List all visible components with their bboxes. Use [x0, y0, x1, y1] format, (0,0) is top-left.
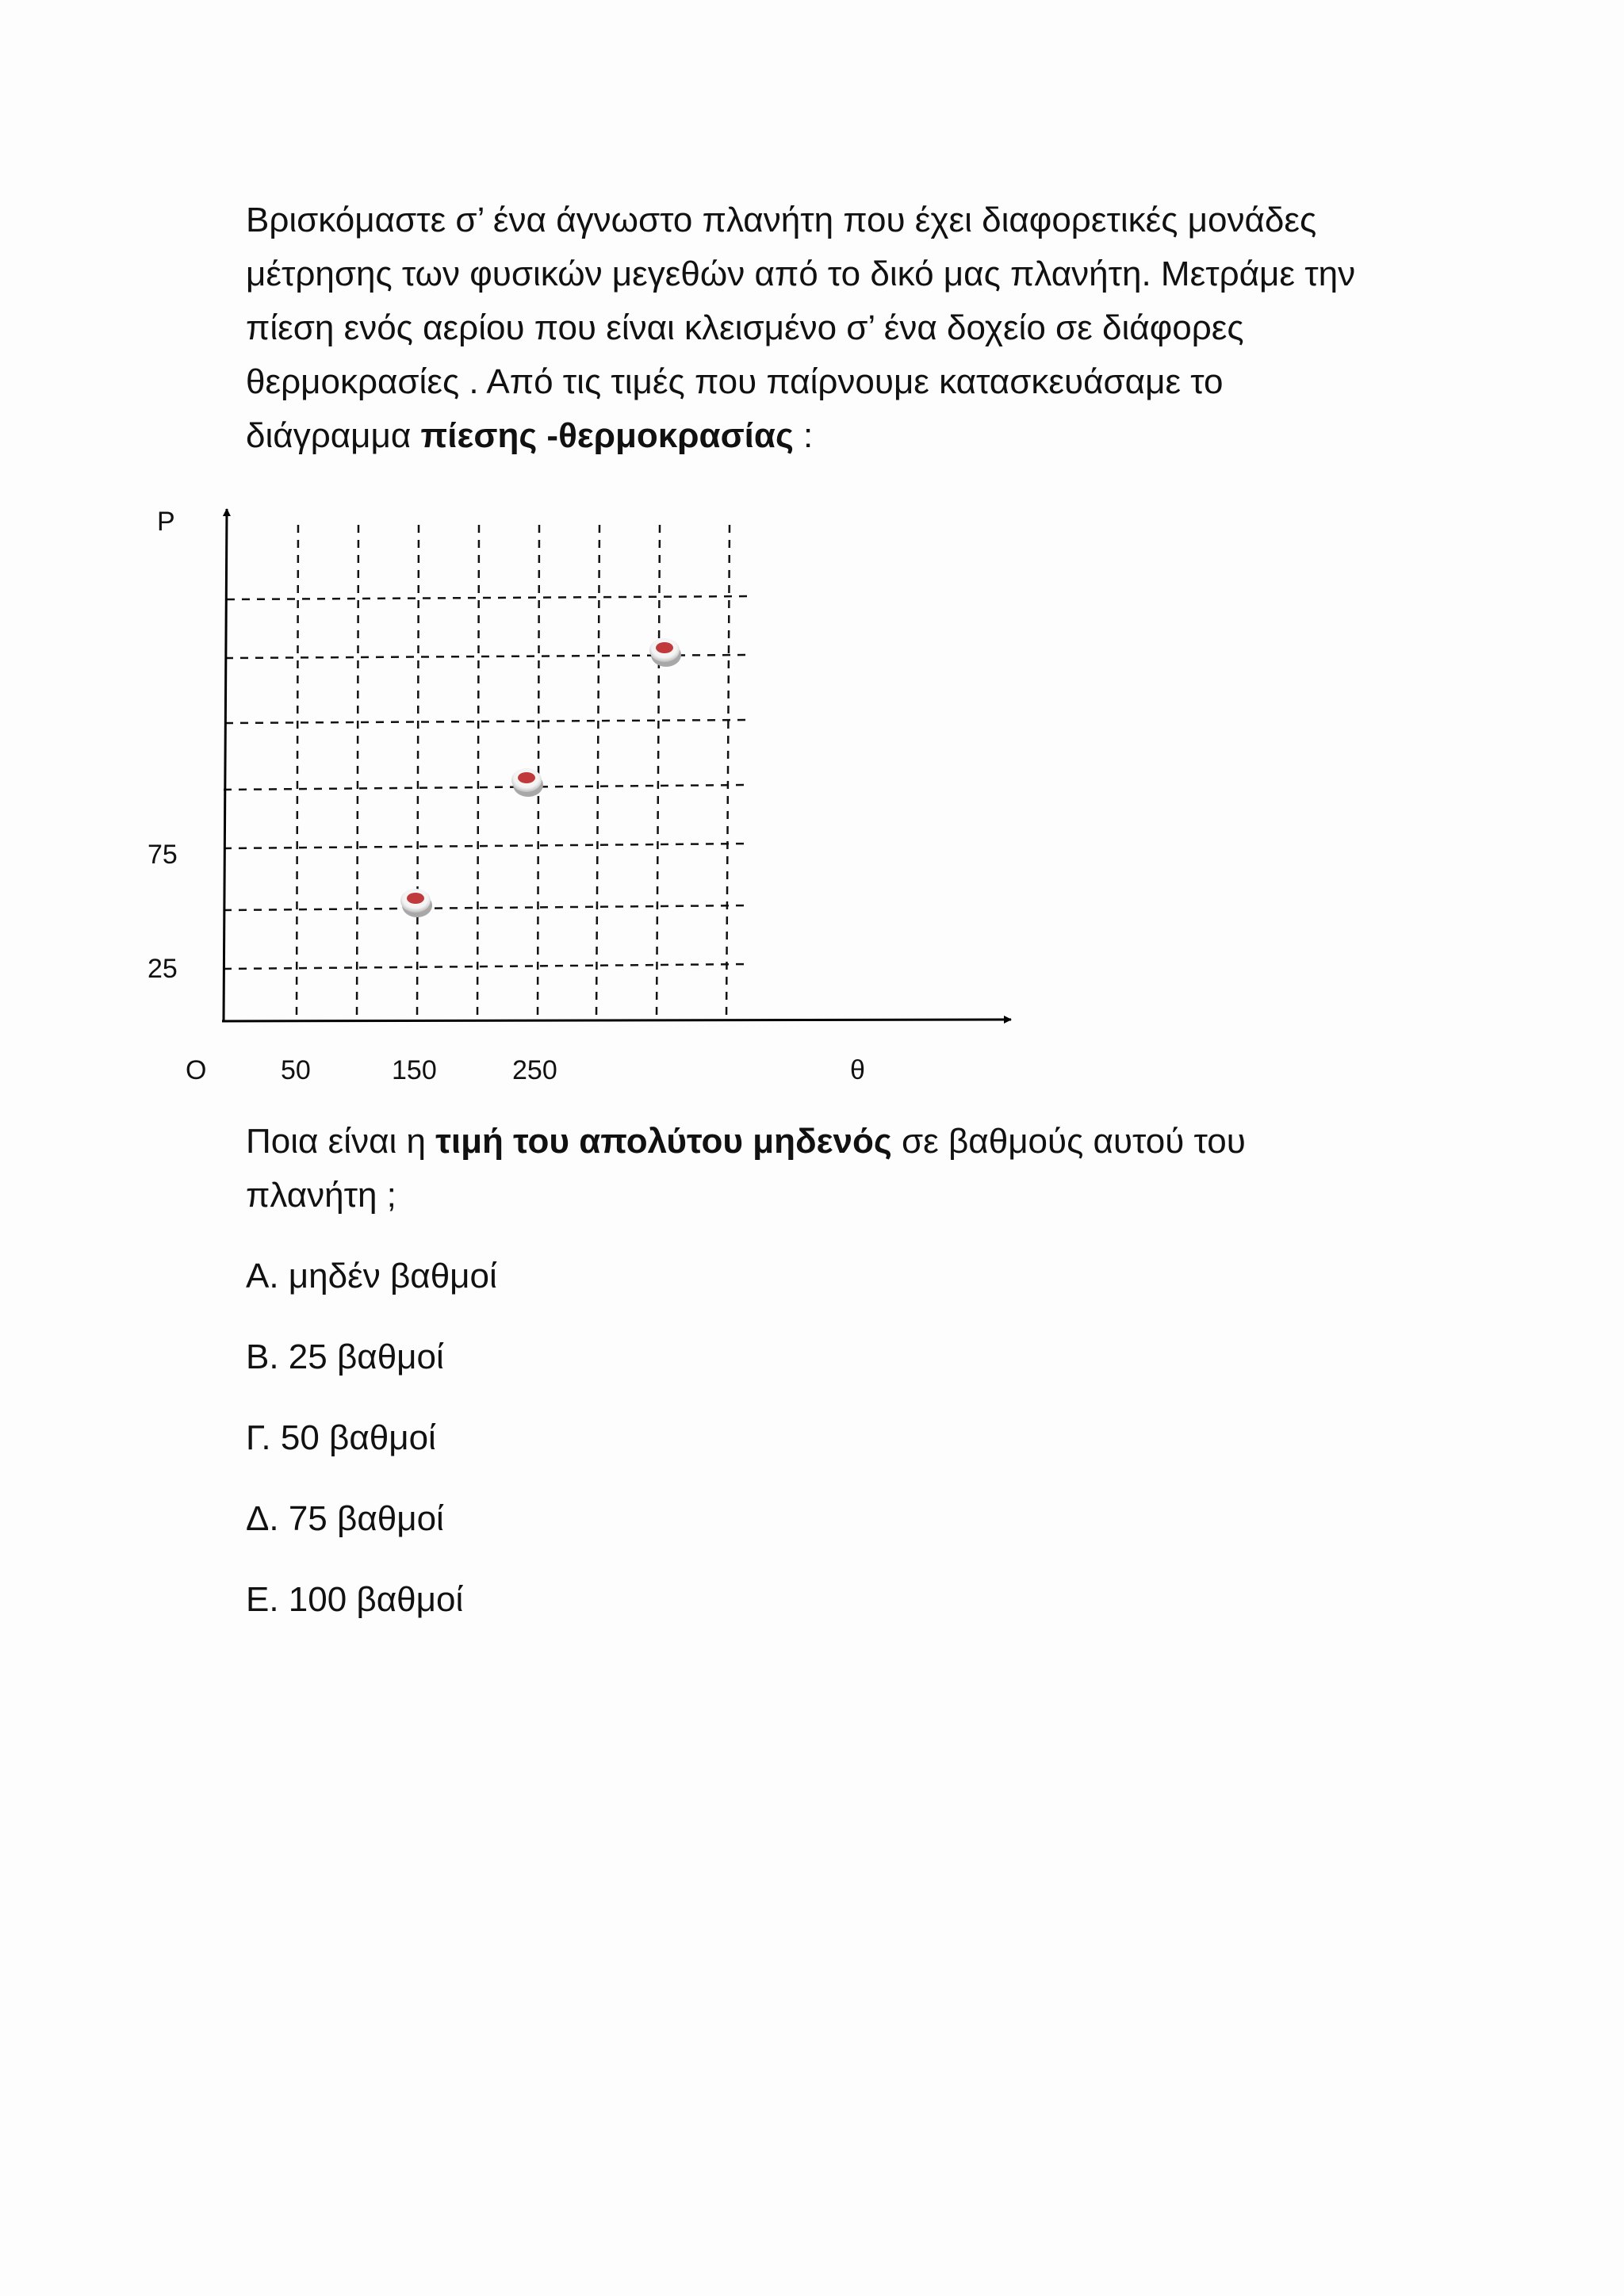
data-point-marker: [407, 893, 424, 904]
grid-line-horizontal: [227, 596, 753, 599]
data-point-marker: [656, 642, 673, 653]
grid-line-horizontal: [224, 785, 749, 790]
axes: [222, 509, 1011, 1021]
intro-line: Βρισκόμαστε σ’ ένα άγνωστο πλανήτη που έχει διαφορετικές μονάδες: [246, 201, 1317, 239]
grid-line-vertical: [596, 525, 599, 1020]
grid-line-horizontal: [225, 720, 749, 723]
question-line: πλανήτη ;: [246, 1176, 396, 1215]
option-e: Ε. 100 βαθμοί: [246, 1580, 464, 1619]
x-axis: [222, 1020, 1011, 1021]
grid-line-vertical: [538, 525, 539, 1020]
grid-line-vertical: [417, 525, 419, 1020]
y-axis-label: P: [157, 507, 175, 537]
grid-line-vertical: [297, 525, 298, 1020]
data-point: [400, 889, 432, 917]
intro-line: μέτρησης των φυσικών μεγεθών από το δικό μας πλανήτη. Μετράμε την: [246, 254, 1356, 293]
data-points: [400, 638, 681, 917]
grid-line-vertical: [477, 525, 479, 1020]
intro-text: :: [793, 416, 814, 455]
grid-line-vertical: [657, 525, 660, 1020]
option-d: Δ. 75 βαθμοί: [246, 1499, 444, 1538]
y-axis: [224, 509, 227, 1021]
grid-line-horizontal: [224, 964, 750, 969]
y-tick-label: 75: [147, 840, 178, 870]
question-bold-text: τιμή του απολύτου μηδενός: [435, 1122, 892, 1161]
grid: [224, 525, 753, 1020]
data-point-marker: [518, 772, 535, 783]
pressure-temperature-chart: [0, 0, 1624, 1110]
question-paragraph: [246, 1115, 1356, 1223]
y-tick-label: 25: [147, 954, 178, 984]
option-c: Γ. 50 βαθμοί: [246, 1418, 436, 1457]
grid-line-vertical: [357, 525, 358, 1020]
data-point: [649, 638, 681, 667]
question-line: [246, 1115, 1356, 1169]
intro-text: διάγραμμα: [246, 416, 421, 455]
x-tick-label: 250: [512, 1055, 557, 1085]
grid-line-horizontal: [224, 844, 750, 848]
x-axis-label: θ: [850, 1055, 865, 1085]
grid-line-horizontal: [224, 905, 750, 910]
origin-label: O: [186, 1055, 207, 1085]
option-a: Α. μηδέν βαθμοί: [246, 1257, 497, 1295]
option-b: Β. 25 βαθμοί: [246, 1337, 444, 1376]
grid-line-vertical: [726, 525, 730, 1020]
question-text: Ποια είναι η: [246, 1122, 436, 1161]
intro-line: θερμοκρασίες . Από τις τιμές που παίρνουμε κατασκευάσαμε το: [246, 362, 1224, 401]
question-text: σε βαθμούς αυτού του: [891, 1122, 1246, 1161]
intro-bold-text: πίεσης -θερμοκρασίας: [420, 416, 794, 455]
x-tick-label: 50: [281, 1055, 311, 1085]
intro-line: πίεση ενός αερίου που είναι κλεισμένο σ’ ένα δοχείο σε διάφορες: [246, 308, 1244, 347]
x-tick-label: 150: [392, 1055, 437, 1085]
